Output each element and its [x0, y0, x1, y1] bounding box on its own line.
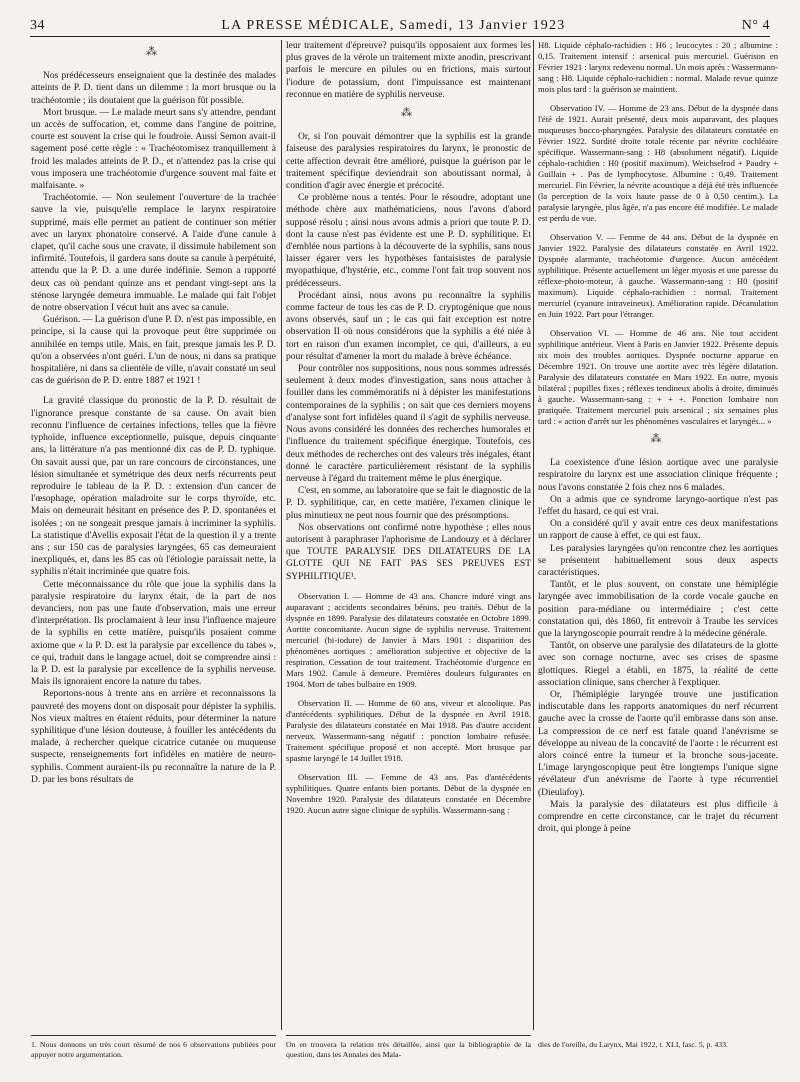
footnote: 1. Nous donnons un très court résumé de nos 6 observations publiées pour appuyer notre argumentation. — [31, 1040, 276, 1059]
column-2 — [286, 40, 531, 1030]
section-divider: ⁂ — [401, 107, 416, 120]
paragraph: Mort brusque. — Le malade meurt sans s'y attendre, pendant un accès de suffocation, et, comme dans l'angine de poitrine, courte est souvent la crise qui le foudroie. Aussi Semon avait-il sagement posé cette règle : « Trachéotomisez tranquillement à froid les malades atteints de P. D., et n'attendez pas la crise qui vous imposera une trachéotomie d'urgence souvent mal faite et malfaisante. » — [31, 107, 276, 192]
footnote-rule — [31, 1035, 276, 1036]
paragraph: Nos prédécesseurs enseignaient que la destinée des malades atteints de P. D. tient dans un dilemme : la mort brusque ou la trachéotomie ; ils doutaient que la guérison fût possible. — [31, 71, 276, 106]
paragraph: Guérison. — La guérison d'une P. D. n'est pas impossible, en principe, si la cause qui la provoque peut être supprimée ou annihilée en temps utile. Mais, en fait, presque jamais les P. D. qu'on a observées n'ont guéri. L'un de nous, ni dans sa pratique hospitalière, ni dans sa clientèle de ville, n'avait constaté un seul cas de guérison de P. D. entre 1887 et 1921 ! — [31, 315, 276, 387]
publication-title: LA PRESSE MÉDICALE, Samedi, 13 Janvier 1923 — [221, 18, 566, 33]
observation: Observation III. — Femme de 43 ans. Pas d'antécédents syphilitiques. Quatre enfants bien portants. Début de la dyspnée en Novembre 1920. Paralysie des dilatateurs constatée en Décembre 1920. Aucun autre signe clinique de syphilis. Wassermann-sang : — [286, 771, 531, 815]
section-divider: ⁂ — [650, 433, 666, 445]
paragraph: Or, l'hémiplégie laryngée trouve une justification indiscutable dans les rapports anatomiques du nerf récurrent gauche avec la crosse de l'aorte qu'il embrasse dans son anse. La compression de ce nerf est fatale quand l'anévrisme se développe au niveau de la concavité de l'aorte : le récurrent est alors coincé entre la tumeur et la bronche sous-jacente. L'image laryngoscopique peut être longtemps l'unique signe révélateur d'un anévrisme de l'aorte à type récurrentiel (Dieulafoy). — [538, 690, 778, 798]
paragraph: La gravité classique du pronostic de la P. D. résultait de l'ignorance presque constante de sa cause. On avait bien reconnu l'influence de certaines infections, telles que la fièvre typhoïde, influence exceptionnelle, puisque, depuis cinquante ans, la littérature n'a pas mentionné dix cas de P. D. typhique. On savait aussi que, par un rare concours de circonstances, une lésion simultanée et symétrique des deux nerfs récurrents peut reproduire le tableau de la P. D. : extension d'un cancer de l'œsophage, opération maladroite sur le corps thyroïde, etc. Mais on demeurait hésitant en présence des P. D. spontanées et isolées ; on ne songeait presque jamais à incriminer la syphilis. La statistique d'Avellis exposait l'état de la question il y a trente ans ; sur 150 cas de paralysies laryngées, 65 cas demeuraient inexpliqués, et, dans les 85 cas où l'étiologie paraissait nette, la syphilis n'était incriminée que quatre fois. — [31, 396, 276, 578]
paragraph: Mais la paralysie des dilatateurs est plus difficile à comprendre en cette circonstance, car le trajet du récurrent droit, qui plonge à peine — [538, 799, 778, 835]
paragraph: On a admis que ce syndrome laryngo-aortique n'est pas l'effet du hasard, ce qui est vrai. — [538, 494, 778, 518]
observation: Observation VI. — Homme de 46 ans. Nie tout accident syphilitique antérieur. Vient à Paris en Janvier 1922. Présente depuis six mois des troubles aortiques. Dyspnée nocturne apparue en Décembre 1921. On trouve une aortite avec très légère dilatation. Paralysie des dilatateurs constatée en Mars 1922. En outre, myosis bilatéral ; pupilles fixes ; réflexes tendineux abolis à droite, diminués à gauche. Wassermann-sang : + + +. Ponction lombaire non pratiquée. Traitement mercuriel puis arsenical ; six semaines plus tard : « action d'arrêt sur les phénomènes vasculaires et laryngés... » — [538, 328, 778, 426]
paragraph: Les paralysies laryngées qu'on rencontre chez les aortiques se présentent habituellement sous deux aspects caractéristiques. — [538, 543, 778, 579]
footnote: On en trouvera la relation très détaillée, ainsi que la bibliographie de la question, dans les Annales des Mala- — [286, 1040, 531, 1059]
observation: H8. Liquide céphalo-rachidien : H6 ; leucocytes : 20 ; albumine : 0,15. Traitement intensif : arsenical puis mercuriel. Guérison en Février 1921 : larynx redevenu normal. Un mois après : Wassermann-sang : H8. Liquide céphalo-rachidien : normal. Malade revue quinze mois plus tard : la guérison se maintient. — [538, 40, 778, 94]
column-rule — [533, 40, 534, 1030]
page-header — [30, 12, 770, 37]
paragraph: Or, si l'on pouvait démontrer que la syphilis est la grande faiseuse des paralysies respiratoires du larynx, le pronostic de cette affection devrait être amélioré, puisque la guérison par le traitement spécifique deviendrait son aboutissant normal, à condition d'agir avec énergie et précocité. — [286, 132, 531, 192]
page-number: 34 — [30, 18, 45, 33]
footnote: dies de l'oreille, du Larynx, Mai 1922, t. XLI, fasc. 5, p. 433. — [538, 1040, 729, 1049]
paragraph: Trachéotomie. — Non seulement l'ouverture de la trachée sauve la vie, puisqu'elle remplace le larynx respiratoire supprimé, mais elle permet au patient de continuer son métier avec un larynx phonatoire conservé. A l'aide d'une canule à clapet, qu'il cache sous une cravate, il dissimule habilement son infirmité. Toutefois, il gardera sans doute sa canule à perpétuité, attendu que la P. D. a une durée indéfinie. Semon a rapporté deux cas où pendant quinze ans et pendant vingt-sept ans la sténose laryngée demeura immuable. Le malade qui fait l'objet de notre observation I vécut huit ans avec sa canule. — [31, 193, 276, 314]
observation: Observation II. — Homme de 60 ans, viveur et alcoolique. Pas d'antécédents syphilitiques. Début de la dyspnée en Avril 1918. Paralysie des dilatateurs constatée en Mai 1918. Pas d'autre accident nerveux. Wassermann-sang négatif : ponction lombaire refusée. Traitement spécifique proposé et non accepté. Mort brusque par spasme laryngé le 14 Juillet 1918. — [286, 697, 531, 763]
observation: Observation I. — Homme de 43 ans. Chancre induré vingt ans auparavant ; accidents secondaires bénins, peu traités. Début de la dyspnée en 1899. Paralysie des dilatateurs constatée en Octobre 1899. Aortite concomitante. Aucun signe de syphilis nerveuse. Traitement mercuriel (bi-iodure) de Janvier à Mars 1901 : disparition des phénomènes aortiques ; amélioration subjective et objective de la respiration. Cessation de tout traitement. Trachéotomie d'urgence en Mars 1902. Canule à demeure. Premières douleurs fulgurantes en 1904. Mort de tabes bulbaire en 1909. — [286, 590, 531, 689]
section-divider: ⁂ — [146, 46, 161, 58]
paragraph: Procédant ainsi, nous avons pu reconnaître la syphilis comme facteur de tous les cas de P. D. cryptogénique que nous avons observés, sauf un ; le cas qui fait exception est notre observation II où nous considérons que la syphilis a été niée à tort en raison d'un examen incomplet, ce qui, d'ailleurs, a eu pour résultat d'amener la mort du malade à brève échéance. — [286, 290, 531, 362]
observation: Observation IV. — Homme de 23 ans. Début de la dyspnée dans l'été de 1921. Aurait présenté, deux mois auparavant, des plaques muqueuses bucco-pharyngées. Paralysie des dilatateurs constatée en Février 1922. Surdité droite totale récente par névrite cochléaire spécifique. Wassermann-sang : H8 (absolument négatif). Liquide céphalo-rachidien : H0 (positif maximum). Weichselrod + Paudry + Guillain + . Pas de lymphocytose. Albumine : 0,49. Traitement mercuriel. Fin Février, la névrite acoustique a déjà été très influencée (la perception de la voix haute passe de 0 à 0,50 centim.). La paralysie laryngée, plus âgée, n'a pas encore été modifiée. Le malade est perdu de vue. — [538, 103, 778, 223]
paragraph: Nos observations ont confirmé notre hypothèse ; elles nous autorisent à paraphraser l'aphorisme de Landouzy et à déclarer que TOUTE PARALYSIE DES DILATATEURS DE LA GLOTTE QUI NE FAIT PAS SES PREUVES EST SYPHILITIQUE¹. — [286, 522, 531, 582]
paragraph: Ce problème nous a tentés. Pour le résoudre, adoptant une méthode chère aux mathématiciens, nous l'avons d'abord supposé résolu ; ainsi nous avons admis a priori que toute P. D. dont la cause n'est pas évidente est une P. D. syphilitique. Et d'emblée nous partions à la découverte de la syphilis, sans nous laisser égarer vers les hypothèses fantaisistes de paralysie myopathique, d'hystérie, etc., comme l'ont fait trop souvent nos prédécesseurs. — [286, 193, 531, 289]
observation: Observation V. — Femme de 44 ans. Début de la dyspnée en Janvier 1922. Paralysie des dilatateurs constatée en Avril 1922. Dyspnée alarmante, trachéotomie d'urgence. Aucun antécédent syphilitique. Présente actuellement un léger myosis et une paresse du réflexe-photo-moteur, à gauche. Wassermann-sang : H0 (positif maximum). Liquide céphalo-rachidien : normal. Traitement mercuriel (cyanure intraveineux). Amélioration rapide. Décanulation en Juin 1922. Part pour l'étranger. — [538, 232, 778, 319]
paragraph: Pour contrôler nos suppositions, nous nous sommes adressés seulement à deux modes d'investigation, sans nous attacher à fouiller dans les commémoratifs ni à dépister les manifestations contemporaines de la syphilis ; on sait que ces derniers moyens d'analyse sont fort infidèles quand il s'agit de syphilis nerveuse. Nous avons considéré les données des recherches humorales et l'influence du traitement spécifique énergique. Toutefois, ces deux méthodes de recherches ont des valeurs très inégales, étant donné le caractère particulièrement résistant de la syphilis nerveuse à l'égard du traitement même le plus énergique. — [286, 364, 531, 484]
paragraph: C'est, en somme, au laboratoire que se fait le diagnostic de la P. D. syphilitique, car, en cette matière, l'examen clinique le plus minutieux ne peut nous fournir que des présomptions. — [286, 486, 531, 521]
paragraph: Cette méconnaissance du rôle que joue la syphilis dans la paralysie respiratoire du larynx était, de la part de nos devanciers, non pas une faute d'observation, mais une erreur d'interprétation. Ils proclamaient à leur insu l'influence majeure de la syphilis en cette matière, puisqu'ils posaient comme axiome que « la P. D. est la paralysie par excellence du tabes », ce qui, traduit dans le langage actuel, doit se comprendre ainsi : la P. D. est la paralysie par excellence de la syphilis nerveuse. Mais ils ignoraient encore la nature du tabes. — [31, 579, 276, 688]
paragraph: Tantôt, et le plus souvent, on constate une hémiplégie laryngée avec immobilisation de la corde vocale gauche en position para-médiane ou intermédiaire ; c'est cette constatation qui, dès 1860, fit entrevoir à Traube les services que la laryngoscopie pourrait rendre à la médecine générale. — [538, 580, 778, 640]
paragraph: Tantôt, on observe une paralysie des dilatateurs de la glotte avec son cornage nocturne, avec ses crises de spasme glottiques. Riegel a établi, en 1875, la réalité de cette association clinique, sans chercher à l'expliquer. — [538, 641, 778, 688]
column-rule — [281, 40, 282, 1030]
issue-number: N° 4 — [741, 18, 770, 33]
paragraph: On a considéré qu'il y avait entre ces deux manifestations un rapport de cause à effet, ce qui est faux. — [538, 519, 778, 542]
paragraph: La coexistence d'une lésion aortique avec une paralysie respiratoire du larynx est une association clinique fréquente ; nous l'avons constatée 2 fois chez nos 6 malades. — [538, 458, 778, 493]
column-1 — [31, 40, 276, 1025]
paragraph: leur traitement d'épreuve? puisqu'ils opposaient aux formes les plus graves de la vérole un traitement mixte anodin, prescrivant parfois le mercure en pilules ou en frictions, mais surtout l'iodure de potassium, dont l'impuissance est maintenant reconnue en matière de syphilis nerveuse. — [286, 41, 531, 100]
column-3 — [538, 40, 778, 1080]
paragraph: Reportons-nous à trente ans en arrière et reconnaissons la pauvreté des moyens dont on disposait pour dépister la syphilis. Nos vieux maîtres en étaient réduits, pour déterminer la nature syphilitique d'une lésion douteuse, à fouiller les antécédents du malade, à rechercher quelque cicatrice cutanée ou muqueuse suspecte, renseignements fort infidèles en matière de neuro-syphilis. Comment auraient-ils pu reconnaître la nature de la P. D. par les bons résultats de — [31, 689, 276, 785]
footnote-rule — [286, 1035, 531, 1036]
